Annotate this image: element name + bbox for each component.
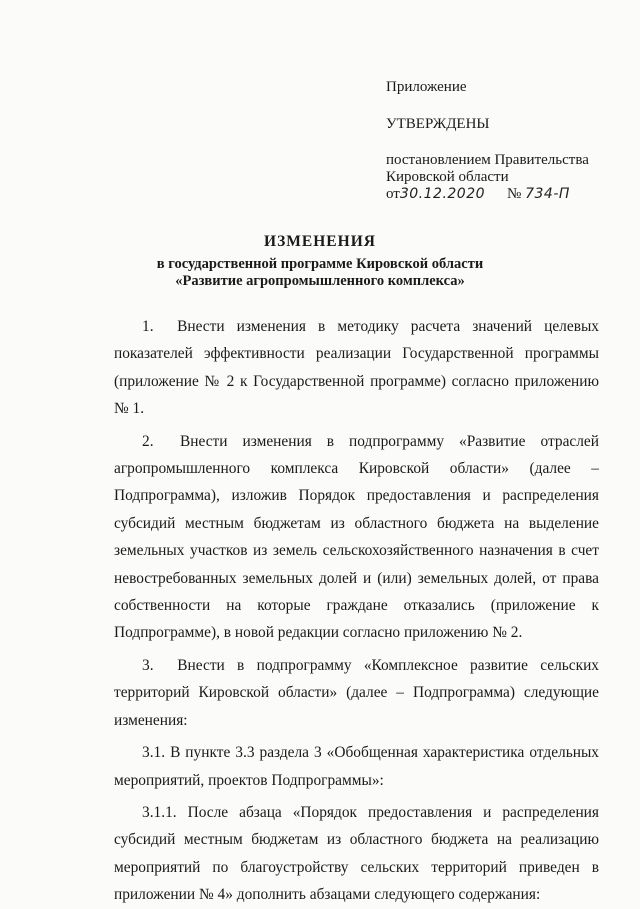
handwritten-date: 30.12.2020 [399, 186, 486, 202]
item-text: Внести изменения в подпрограмму «Развитие отраслей агропромышленного комплекса Кировской области» (далее – Подпрограмма), изложив Порядок предоставления и распределения субсидий местным бюджетам из областного бюджета на выделение земельных участков из земель сельскохозяйственного назначения в счет невостребованных земельных долей и (или) земельных долей, от права собственности на которые граждане отказались (приложение к Подпрограмме), в новой редакции согласно приложению № 2. [114, 432, 599, 642]
resolution-label: постановлением Правительства [386, 152, 589, 168]
approval-block [386, 79, 626, 203]
item-text: Внести изменения в методику расчета значений целевых показателей эффективности реализации Государственной программы (приложение № 2 к Государственной программе) согласно приложению № 1. [114, 318, 599, 418]
item-number: 1. [142, 318, 154, 335]
sub-item-3-1-1: 3.1.1. После абзаца «Порядок предоставления и распределения субсидий местным бюджетам из областного бюджета на реализацию мероприятий по благоустройству сельских территорий приведен в приложении № 4» дополнить абзацами следующего содержания: [114, 803, 599, 904]
approved-label: УТВЕРЖДЕНЫ [386, 116, 490, 132]
document-subtitle: в государственной программе Кировской области [156, 256, 484, 272]
appendix-label: Приложение [386, 79, 467, 95]
number-sign: № [507, 186, 522, 202]
item-3 [114, 652, 599, 734]
region-label: Кировской области [386, 169, 509, 185]
handwritten-number: 734-П [525, 186, 570, 202]
item-1 [114, 313, 599, 423]
sub-item-3-1: 3.1. В пункте 3.3 раздела 3 «Обобщенная характеристика отдельных мероприятий, проектов Подпрограммы»: [114, 744, 599, 789]
item-text: Внести в подпрограмму «Комплексное развитие сельских территорий Кировской области» (далее – Подпрограмма) следующие изменения: [114, 656, 600, 729]
item-2 [114, 428, 599, 647]
date-prefix: от [386, 186, 400, 202]
document-body [114, 313, 599, 909]
item-number: 3. [142, 656, 154, 674]
date-line [386, 186, 626, 203]
program-name: «Развитие агропромышленного комплекса» [175, 273, 465, 289]
item-number: 2. [142, 432, 154, 450]
document-title: ИЗМЕНЕНИЯ [264, 233, 376, 250]
